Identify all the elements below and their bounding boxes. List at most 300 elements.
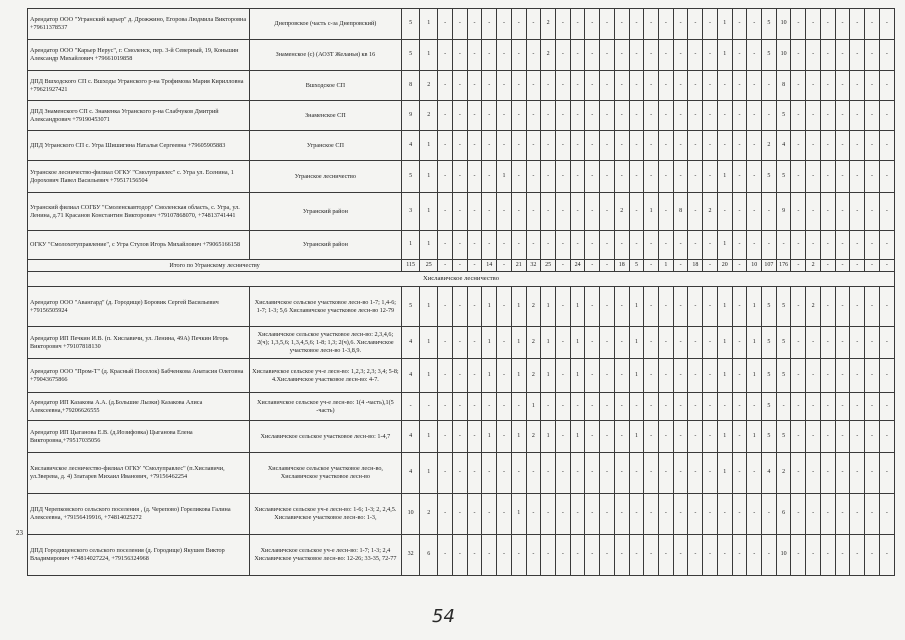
total-value-cell: 18 [614,260,629,272]
value-cell: - [511,71,526,101]
value-cell: 8 [776,71,791,101]
value-cell: 1 [420,453,438,494]
table-row [28,421,895,453]
value-cell: - [585,421,600,453]
value-cell: - [585,71,600,101]
table-row [28,535,895,576]
value-cell: - [673,494,688,535]
value-cell: - [644,359,659,393]
value-cell: - [850,327,865,359]
value-cell: - [820,101,835,131]
value-cell: - [644,40,659,71]
value-cell: 5 [762,9,777,40]
value-cell: - [865,193,880,231]
value-cell: - [452,359,467,393]
value-cell: - [629,40,644,71]
value-cell: - [585,131,600,161]
value-cell: 9 [776,193,791,231]
table-row [28,193,895,231]
value-cell: - [835,71,850,101]
value-cell: - [467,101,482,131]
value-cell: - [585,535,600,576]
value-cell: - [747,453,762,494]
value-cell: - [452,535,467,576]
value-cell: - [865,101,880,131]
value-cell: - [614,421,629,453]
value-cell: - [703,535,718,576]
value-cell: - [585,453,600,494]
value-cell: - [541,101,556,131]
value-cell: - [482,535,497,576]
value-cell: 10 [776,40,791,71]
value-cell: - [600,287,615,327]
value-cell: - [467,40,482,71]
value-cell: 2 [806,287,821,327]
location-cell: Хиславичское сельское уч-е лесн-во: 1(4 -часть),1(5 -часть) [249,393,401,421]
value-cell: - [555,231,570,260]
value-cell: 8 [402,71,420,101]
value-cell: - [497,40,512,71]
value-cell: - [438,71,453,101]
lessee-cell: ДПД Городищенского сельского поселения (д. Городище) Якушев Виктор Владимирович +74814027224, +79156324968 [28,535,250,576]
total-value-cell: 10 [747,260,762,272]
value-cell: - [820,40,835,71]
value-cell: - [526,453,541,494]
value-cell: - [850,421,865,453]
value-cell: - [835,535,850,576]
value-cell: - [820,421,835,453]
value-cell: - [555,101,570,131]
value-cell: - [820,494,835,535]
value-cell: - [614,453,629,494]
value-cell: - [673,287,688,327]
value-cell: - [688,327,703,359]
value-cell: 1 [511,287,526,327]
value-cell: - [717,101,732,131]
table-row [28,359,895,393]
value-cell: - [629,494,644,535]
value-cell: - [659,161,674,193]
value-cell: - [673,359,688,393]
value-cell: - [555,359,570,393]
value-cell: - [879,9,894,40]
value-cell: - [600,193,615,231]
value-cell: - [555,494,570,535]
value-cell: - [806,131,821,161]
value-cell: - [526,131,541,161]
value-cell: - [555,131,570,161]
value-cell: - [703,161,718,193]
value-cell: - [820,231,835,260]
value-cell: - [570,494,585,535]
value-cell: - [600,131,615,161]
total-value-cell: 14 [482,260,497,272]
value-cell: - [703,101,718,131]
value-cell: - [614,231,629,260]
value-cell: 10 [776,535,791,576]
value-cell: 2 [614,193,629,231]
total-value-cell: 2 [806,260,821,272]
value-cell: 1 [717,453,732,494]
location-cell: Хиславичское сельское участковое лесн-во: 2,3,4,6; 2(ч); 1,3,5,6; 1,3,4,5,6; 1-8; 1,3; 2(ч),6. Хиславичское участковое лесн-во 1-3,8,9. [249,327,401,359]
value-cell: - [555,9,570,40]
value-cell: - [835,327,850,359]
value-cell: 1 [541,359,556,393]
value-cell: 5 [762,40,777,71]
value-cell: - [555,40,570,71]
value-cell: - [820,359,835,393]
value-cell: - [467,535,482,576]
value-cell: - [879,161,894,193]
value-cell: - [673,453,688,494]
lessee-cell: ДПД Знаменского СП с. Знаменка Угранского р-на Слабчуков Дмитрий Александрович +79190453071 [28,101,250,131]
value-cell: 5 [776,287,791,327]
value-cell: - [438,421,453,453]
value-cell: 2 [526,421,541,453]
value-cell: - [703,287,718,327]
location-cell: Днепровское (часть с-за Днепровский) [249,9,401,40]
total-value-cell: - [835,260,850,272]
value-cell: - [791,421,806,453]
value-cell: 1 [420,40,438,71]
value-cell: - [791,40,806,71]
value-cell: - [629,101,644,131]
value-cell: - [420,393,438,421]
value-cell: - [438,327,453,359]
value-cell: - [732,453,747,494]
value-cell: - [497,327,512,359]
value-cell: - [673,71,688,101]
value-cell: - [644,327,659,359]
value-cell: - [614,71,629,101]
value-cell: 5 [762,161,777,193]
value-cell: 1 [420,327,438,359]
value-cell: - [688,71,703,101]
value-cell: - [688,494,703,535]
lessee-cell: ДПД Черепковского сельского поселения , (д. Черепово) Гореликова Галина Алексеевна, +79156419916, +74814025272 [28,494,250,535]
value-cell: - [644,494,659,535]
value-cell: - [703,231,718,260]
value-cell: - [659,71,674,101]
value-cell: - [879,231,894,260]
location-cell: Угранский район [249,193,401,231]
value-cell: - [717,193,732,231]
page-number: 54 [432,606,455,627]
registry-table [27,8,895,576]
value-cell: - [526,71,541,101]
value-cell: - [673,9,688,40]
value-cell: - [879,421,894,453]
value-cell: - [732,9,747,40]
total-value-cell: - [820,260,835,272]
value-cell: - [791,71,806,101]
lessee-cell: Арендатор ООО "Карьер Нерус", г. Смоленск, пер. 3-й Северный, 19, Коньшин Александр Михайлович +79661019858 [28,40,250,71]
total-value-cell: 32 [526,260,541,272]
total-value-cell: 115 [402,260,420,272]
value-cell: - [688,421,703,453]
value-cell: - [511,101,526,131]
value-cell: - [791,131,806,161]
lessee-cell: Арендатор ООО "Угранский карьер" д. Дрожжино, Егорова Людмила Викторовна +79611378537 [28,9,250,40]
value-cell: - [541,494,556,535]
value-cell: - [835,193,850,231]
value-cell: - [555,453,570,494]
value-cell: 1 [717,287,732,327]
total-value-cell: - [467,260,482,272]
location-cell: Хиславичское сельское уч-е лесн-во: 1,2,3; 2,3; 3,4; 5-8; 4.Хиславичское участковое лесн-во: 4-7. [249,359,401,393]
value-cell: 2 [420,71,438,101]
value-cell: 5 [402,9,420,40]
value-cell: - [452,193,467,231]
value-cell: 1 [747,421,762,453]
value-cell: 1 [511,494,526,535]
location-cell: Знаменское (с) (АОЗТ Желанья) кв 16 [249,40,401,71]
value-cell: - [865,40,880,71]
value-cell: - [511,453,526,494]
value-cell: 1 [420,287,438,327]
value-cell: - [629,535,644,576]
value-cell: 1 [570,327,585,359]
total-value-cell: 5 [629,260,644,272]
value-cell: - [467,494,482,535]
value-cell: 4 [402,131,420,161]
value-cell: - [614,161,629,193]
value-cell: - [570,40,585,71]
value-cell: - [555,287,570,327]
value-cell: - [482,40,497,71]
lessee-cell: Угранское лесничество-филиал ОГКУ "Смолуправлес" с. Угра ул. Есенина, 1 Дорохович Павел Васильевич +79517156504 [28,161,250,193]
value-cell: - [732,327,747,359]
value-cell: - [820,193,835,231]
value-cell: - [452,131,467,161]
value-cell: - [865,494,880,535]
value-cell: - [791,494,806,535]
value-cell: - [570,131,585,161]
value-cell: - [835,40,850,71]
value-cell: - [497,231,512,260]
value-cell: 1 [644,193,659,231]
value-cell: - [629,131,644,161]
value-cell: - [747,161,762,193]
value-cell: - [482,101,497,131]
value-cell: 1 [482,421,497,453]
value-cell: - [541,453,556,494]
value-cell: - [732,421,747,453]
value-cell: - [688,287,703,327]
value-cell: - [717,535,732,576]
value-cell: - [732,40,747,71]
value-cell: - [835,101,850,131]
value-cell: - [526,101,541,131]
value-cell: - [762,101,777,131]
total-value-cell: - [585,260,600,272]
value-cell: - [482,453,497,494]
value-cell: - [850,287,865,327]
value-cell: 1 [541,327,556,359]
value-cell: - [835,161,850,193]
value-cell: - [659,421,674,453]
value-cell: - [644,131,659,161]
value-cell: - [673,101,688,131]
location-cell: Угранский район [249,231,401,260]
value-cell: - [865,9,880,40]
value-cell: - [497,535,512,576]
value-cell: - [835,231,850,260]
location-cell: Угранское СП [249,131,401,161]
lessee-cell: ОГКУ "Смолохотуправление", с Угра Стулов Игорь Михайлович +79065166158 [28,231,250,260]
value-cell: 1 [717,327,732,359]
value-cell: 4 [402,453,420,494]
value-cell: - [747,101,762,131]
value-cell: - [850,453,865,494]
value-cell: - [806,535,821,576]
total-value-cell: - [732,260,747,272]
value-cell: - [791,359,806,393]
value-cell: - [644,453,659,494]
value-cell: - [402,393,420,421]
value-cell: - [806,231,821,260]
total-value-cell: - [452,260,467,272]
value-cell: 2 [762,131,777,161]
total-value-cell: - [600,260,615,272]
value-cell: - [482,494,497,535]
value-cell: - [732,287,747,327]
value-cell: - [452,161,467,193]
value-cell: - [703,453,718,494]
value-cell: - [688,231,703,260]
value-cell: - [732,393,747,421]
value-cell: - [614,393,629,421]
value-cell: 1 [526,393,541,421]
value-cell: 1 [482,287,497,327]
total-value-cell: - [879,260,894,272]
value-cell: 1 [420,193,438,231]
value-cell: - [850,193,865,231]
value-cell: - [688,359,703,393]
value-cell: - [820,9,835,40]
value-cell: - [629,71,644,101]
value-cell: - [835,421,850,453]
value-cell: 1 [629,327,644,359]
value-cell: - [747,393,762,421]
value-cell: - [438,287,453,327]
value-cell: - [732,535,747,576]
value-cell: - [806,393,821,421]
value-cell: - [511,131,526,161]
value-cell: - [438,494,453,535]
total-value-cell: - [791,260,806,272]
value-cell: - [570,9,585,40]
value-cell: - [732,161,747,193]
value-cell: - [570,71,585,101]
value-cell: 2 [526,287,541,327]
value-cell: 1 [717,161,732,193]
value-cell: - [482,161,497,193]
value-cell: - [806,327,821,359]
value-cell: - [806,9,821,40]
value-cell: 2 [420,494,438,535]
value-cell: - [879,287,894,327]
value-cell: - [438,193,453,231]
value-cell: - [438,231,453,260]
value-cell: - [835,9,850,40]
value-cell: - [585,101,600,131]
value-cell: - [526,40,541,71]
value-cell: - [570,393,585,421]
value-cell: 1 [541,421,556,453]
value-cell: 1 [482,359,497,393]
value-cell: - [438,131,453,161]
value-cell: - [555,535,570,576]
value-cell: - [879,131,894,161]
value-cell: - [865,535,880,576]
value-cell: - [482,131,497,161]
lessee-cell: Арендатор ООО "Пром-Т" (д. Красный Поселок) Бабченкова Анатасия Олеговна +79043675866 [28,359,250,393]
value-cell: - [438,393,453,421]
value-cell: - [438,359,453,393]
section-row [28,272,895,287]
value-cell: 8 [673,193,688,231]
value-cell: - [541,193,556,231]
total-value-cell: - [497,260,512,272]
lessee-cell: ДПД Угранского СП с. Угра Шишигина Наталья Сергеевна +79605905883 [28,131,250,161]
value-cell: - [644,535,659,576]
value-cell: - [614,359,629,393]
value-cell: - [835,494,850,535]
value-cell: - [673,231,688,260]
value-cell: - [703,327,718,359]
value-cell: - [511,393,526,421]
value-cell: - [600,71,615,101]
value-cell: 2 [776,453,791,494]
location-cell: Знаменское СП [249,101,401,131]
value-cell: 5 [402,287,420,327]
value-cell: - [585,393,600,421]
value-cell: 1 [420,421,438,453]
value-cell: - [482,9,497,40]
value-cell: - [820,71,835,101]
value-cell: - [835,359,850,393]
margin-number: 23 [16,529,23,537]
value-cell: - [865,421,880,453]
value-cell: - [600,421,615,453]
value-cell: - [791,9,806,40]
value-cell: - [762,535,777,576]
value-cell: - [835,393,850,421]
value-cell: 2 [526,359,541,393]
total-value-cell: 107 [762,260,777,272]
value-cell: - [688,193,703,231]
value-cell: 1 [402,231,420,260]
value-cell: - [467,131,482,161]
value-cell: 4 [402,327,420,359]
value-cell: - [452,453,467,494]
total-value-cell: 25 [420,260,438,272]
value-cell: - [600,453,615,494]
value-cell: - [673,161,688,193]
value-cell: - [511,40,526,71]
value-cell: - [452,101,467,131]
total-value-cell: 25 [541,260,556,272]
value-cell: - [747,40,762,71]
value-cell: 1 [511,421,526,453]
location-cell: Вшходское СП [249,71,401,101]
value-cell: - [497,421,512,453]
value-cell: - [600,9,615,40]
value-cell: 1 [420,131,438,161]
value-cell: - [703,131,718,161]
value-cell: - [791,535,806,576]
